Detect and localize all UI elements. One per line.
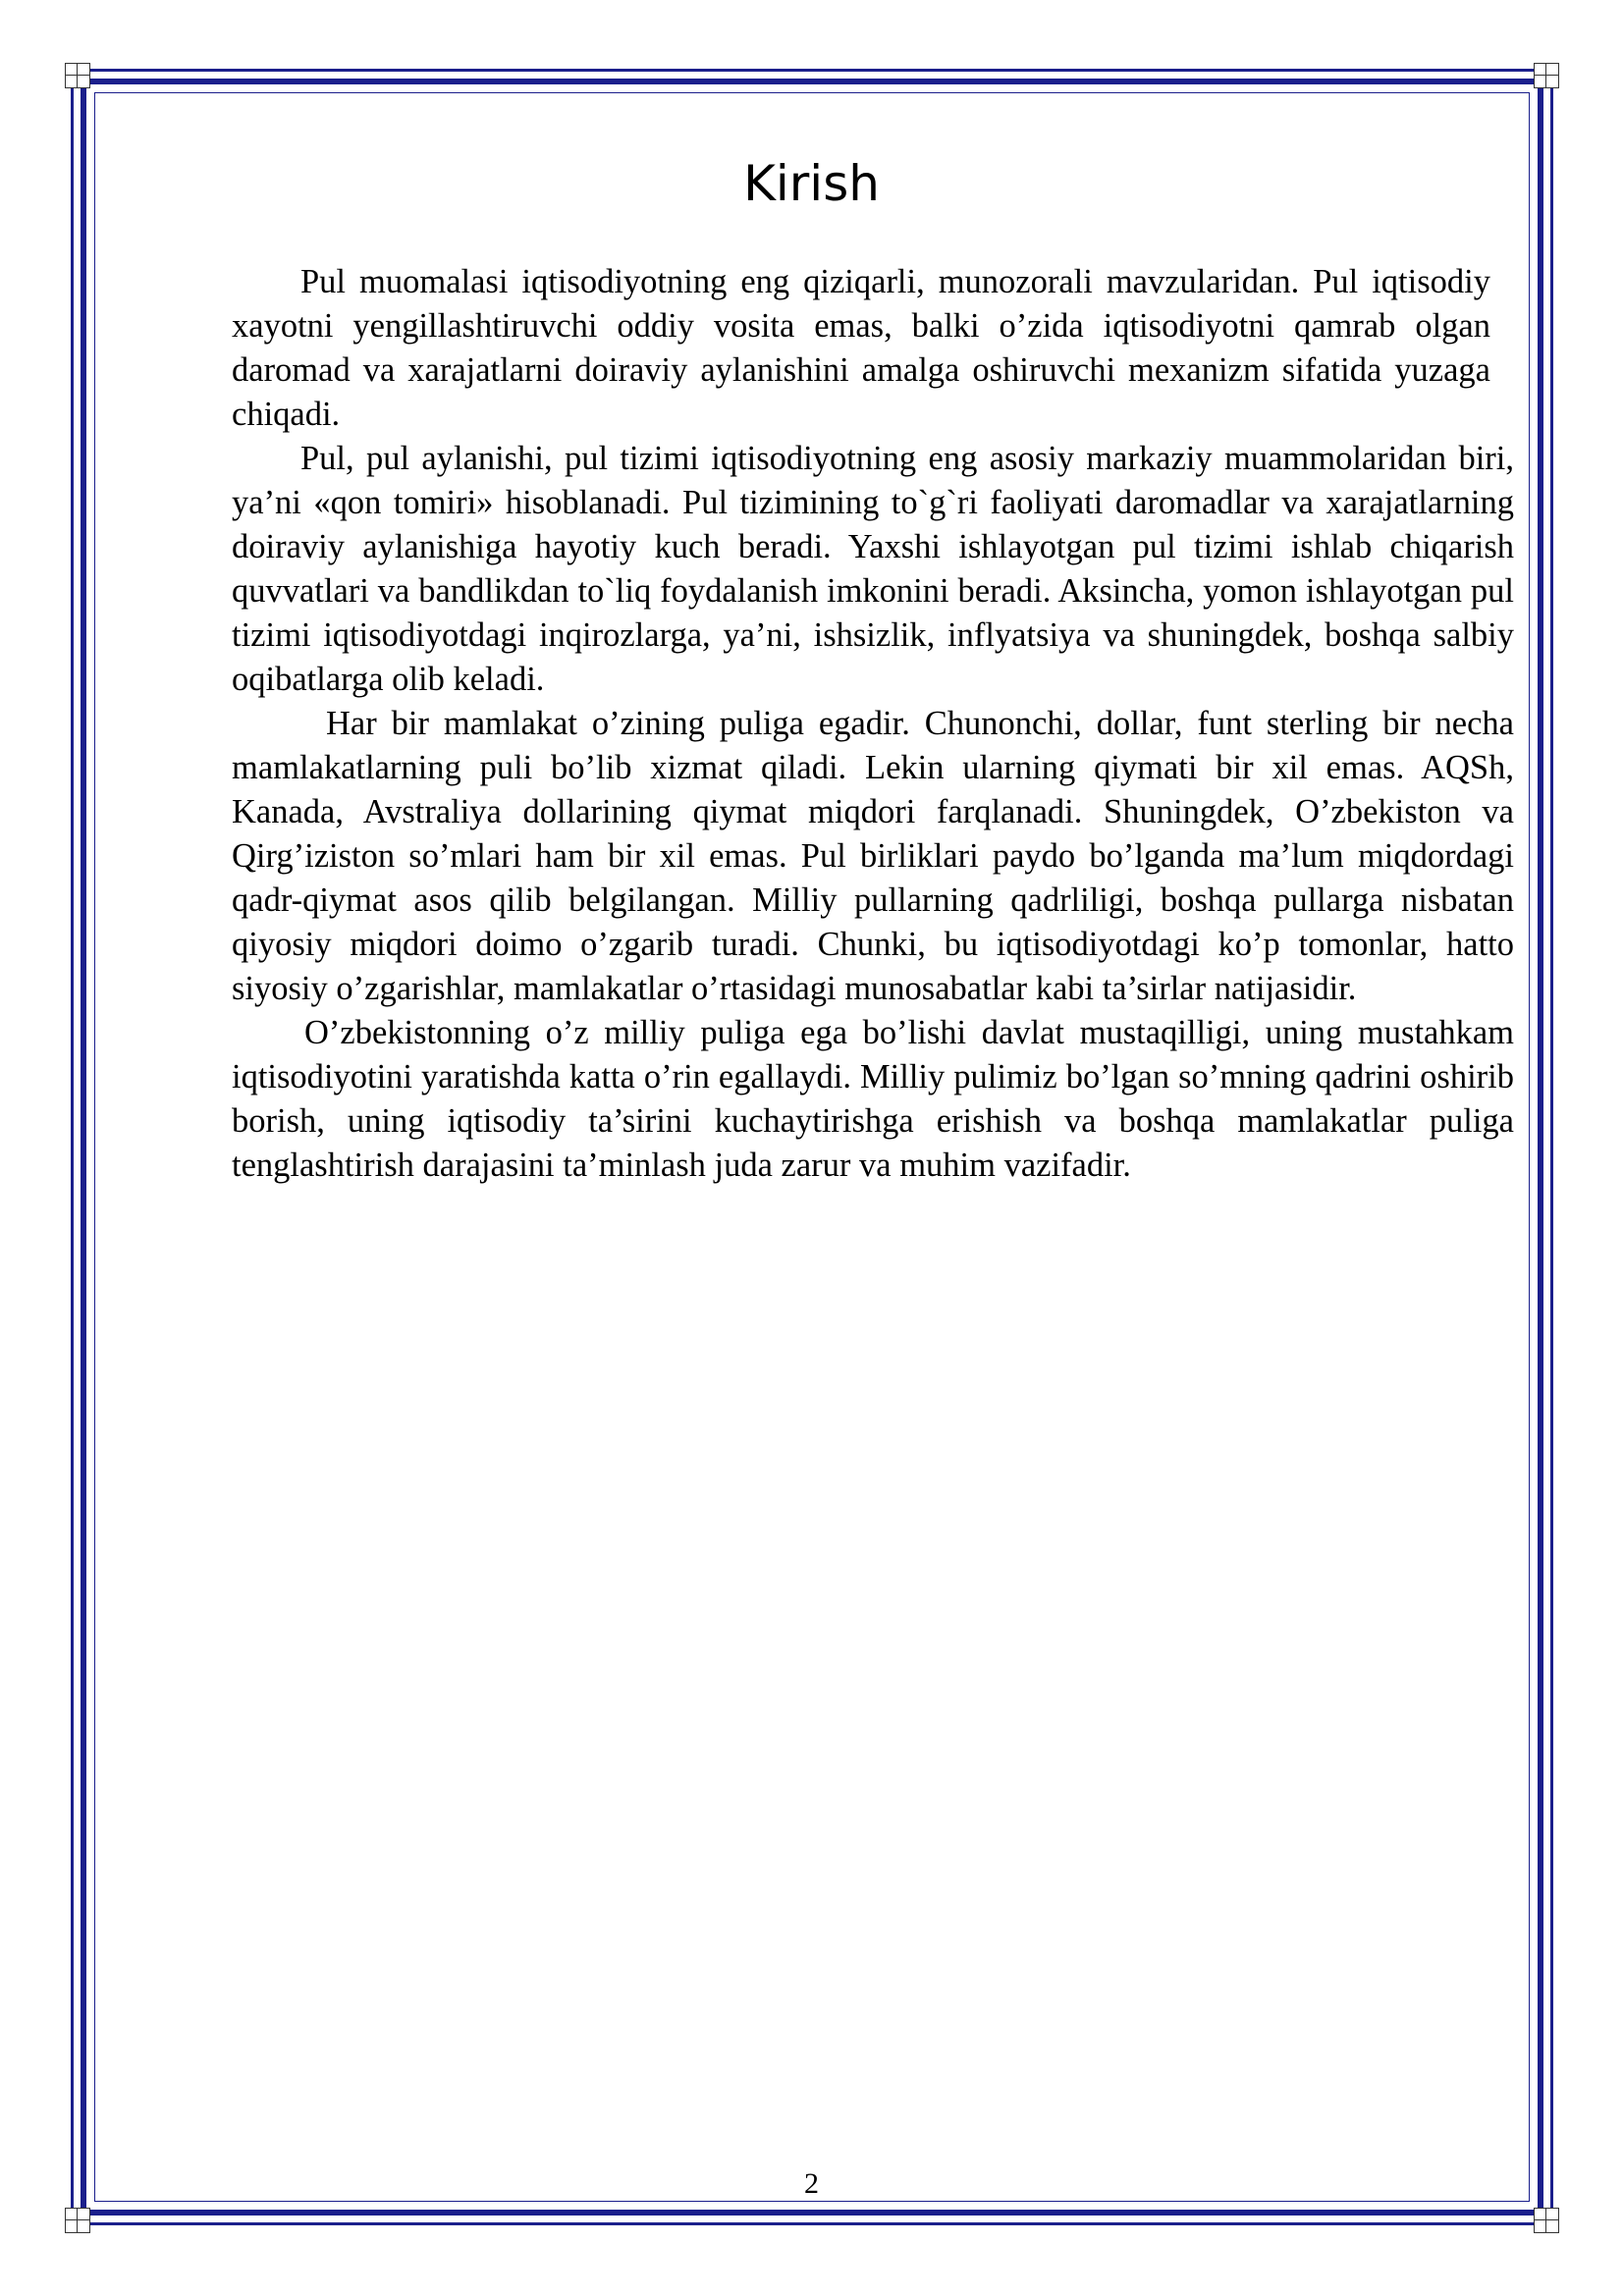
- paragraph-2: Pul, pul aylanishi, pul tizimi iqtisodiyotning eng asosiy markaziy muammolaridan biri, ya’ni «qon tomiri» hisoblanadi. Pul tizimining to`g`ri faoliyati daromadlar va xarajatlarning doiraviy aylanishiga hayotiy kuch beradi. Yaxshi ishlayotgan pul tizimi ishlab chiqarish quvvatlari va bandlikdan to`liq foydalanish imkonini beradi. Aksincha, yomon ishlayotgan pul tizimi iqtisodiyotdagi inqirozlarga, ya’ni, ishsizlik, inflyatsiya va shuningdek, boshqa salbiy oqibatlarga olib keladi.: [232, 440, 1514, 698]
- corner-ornament-bottom-left: [65, 2208, 90, 2233]
- page-title: Kirish: [743, 155, 880, 212]
- page-number: 2: [804, 2167, 819, 2200]
- corner-ornament-top-left: [65, 63, 90, 88]
- paragraph-3: Har bir mamlakat o’zining puliga egadir. Chunonchi, dollar, funt sterling bir necha mamlakatlarning puli bo’lib xizmat qiladi. Lekin ularning qiymati bir xil emas. AQSh, Kanada, Avstraliya dollarining qiymat miqdori farqlanadi. Shuningdek, O’zbekiston va Qirg’iziston so’mlari ham bir xil emas. Pul birliklari paydo bo’lganda ma’lum miqdordagi qadr-qiymat asos qilib belgilangan. Milliy pullarning qadrliligi, boshqa pullarga nisbatan qiyosiy miqdori doimo o’zgarib turadi. Chunki, bu iqtisodiyotdagi ko’p tomonlar, hatto siyosiy o’zgarishlar, mamlakatlar o’rtasidagi munosabatlar kabi ta’sirlar natijasidir.: [232, 705, 1514, 1007]
- corner-ornament-top-right: [1534, 63, 1559, 88]
- paragraph-4: O’zbekistonning o’z milliy puliga ega bo’lishi davlat mustaqilligi, uning mustahkam iqtisodiyotini yaratishda katta o’rin egallaydi. Milliy pulimiz bo’lgan so’mning qadrini oshirib borish, uning iqtisodiy ta’sirini kuchaytirishga erishish va boshqa mamlakatlar puliga tenglashtirish darajasini ta’minlash juda zarur va muhim vazifadir.: [232, 1014, 1514, 1184]
- body-text: [232, 260, 1514, 1188]
- corner-ornament-bottom-right: [1534, 2208, 1559, 2233]
- paragraph-1: Pul muomalasi iqtisodiyotning eng qiziqarli, munozorali mavzularidan. Pul iqtisodiy xayotni yengillashtiruvchi oddiy vosita emas, balki o’zida iqtisodiyotni qamrab olgan daromad va xarajatlarni doiraviy aylanishini amalga oshiruvchi mexanizm sifatida yuzaga chiqadi.: [232, 263, 1490, 433]
